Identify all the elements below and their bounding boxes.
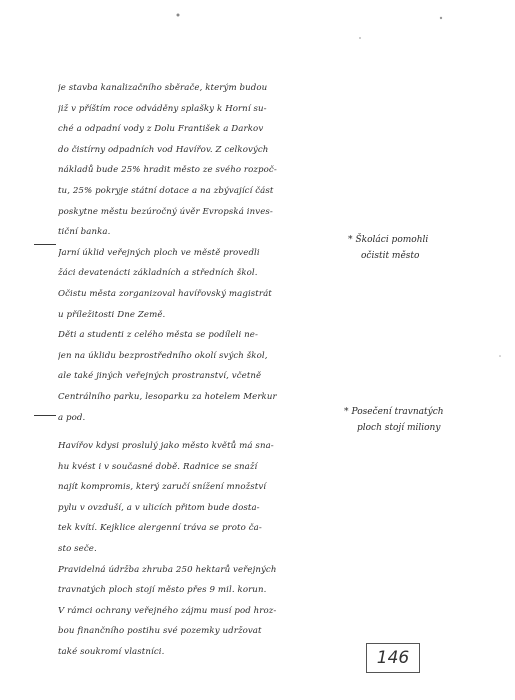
main-text — [58, 78, 336, 663]
margin-note-line: očistit město — [361, 251, 420, 261]
text-line: do čistírny odpadních vod Havířov. Z celkových — [58, 144, 269, 155]
paragraph-dash — [34, 415, 56, 416]
text-line: nákladů bude 25% hradit město ze svého rozpoč- — [58, 165, 277, 176]
text-line: již v příštím roce odváděny splašky k Horní su- — [58, 103, 267, 114]
text-line: travnatých ploch stojí město přes 9 mil. korun. — [58, 585, 267, 596]
text-line: tek kvítí. Kejklice alergenní tráva se proto ča- — [58, 523, 262, 534]
text-line: ale také jiných veřejných prostranství, včetně — [58, 371, 262, 382]
text-line: tu, 25% pokryje státní dotace a na zbývající část — [58, 185, 274, 196]
text-line: žáci devatenácti základních a středních škol. — [58, 268, 258, 279]
text-line: Jarní úklid veřejných ploch ve městě provedli — [58, 247, 260, 258]
text-line: u příležitosti Dne Země. — [58, 309, 166, 320]
margin-note-mowing — [344, 404, 444, 436]
paragraph-cleanup — [58, 243, 336, 428]
paragraph-dash — [34, 244, 56, 245]
text-line: také soukromí vlastníci. — [58, 647, 165, 658]
text-line: jen na úklidu bezprostředního okolí svých škol, — [58, 350, 268, 361]
text-line: tiční banka. — [58, 227, 111, 238]
text-line: poskytne městu bezúročný úvěr Evropská inves- — [58, 206, 273, 217]
text-line: sto seče. — [58, 544, 97, 555]
page-number: 146 — [366, 643, 420, 673]
asterisk-icon: * — [344, 407, 349, 417]
paragraph-gap — [58, 428, 336, 436]
margin-note-cleanup — [348, 232, 428, 264]
paragraph-mowing — [58, 436, 336, 663]
margin-note-line: Posečení travnatých — [351, 407, 444, 417]
text-line: bou finančního postihu své pozemky udržovat — [58, 626, 262, 637]
text-line: pylu v ovzduší, a v ulicích přitom bude dosta- — [58, 502, 260, 513]
text-line: Centrálního parku, lesoparku za hotelem Merkur — [58, 391, 277, 402]
text-line: je stavba kanalizačního sběrače, kterým budou — [58, 83, 268, 93]
text-line: Pravidelná údržba zhruba 250 hektarů veřejných — [58, 564, 277, 575]
text-line: najít kompromis, který zaručí snížení množství — [58, 482, 267, 493]
text-line: Havířov kdysi proslulý jako město květů má sna- — [58, 441, 274, 452]
margin-note-line: Školáci pomohli — [355, 235, 429, 245]
text-line: Očistu města zorganizoval havířovský magistrát — [58, 288, 272, 299]
text-line: Děti a studenti z celého města se podíleli ne- — [58, 330, 258, 341]
paragraph-sewer — [58, 78, 336, 243]
text-line: V rámci ochrany veřejného zájmu musí pod hroz- — [58, 605, 277, 616]
margin-note-line: ploch stojí miliony — [357, 423, 441, 433]
text-line: ché a odpadní vody z Dolu František a Darkov — [58, 124, 264, 135]
text-line: a pod. — [58, 412, 86, 423]
asterisk-icon: * — [348, 235, 353, 245]
text-line: hu kvést i v současné době. Radnice se snaží — [58, 461, 258, 472]
